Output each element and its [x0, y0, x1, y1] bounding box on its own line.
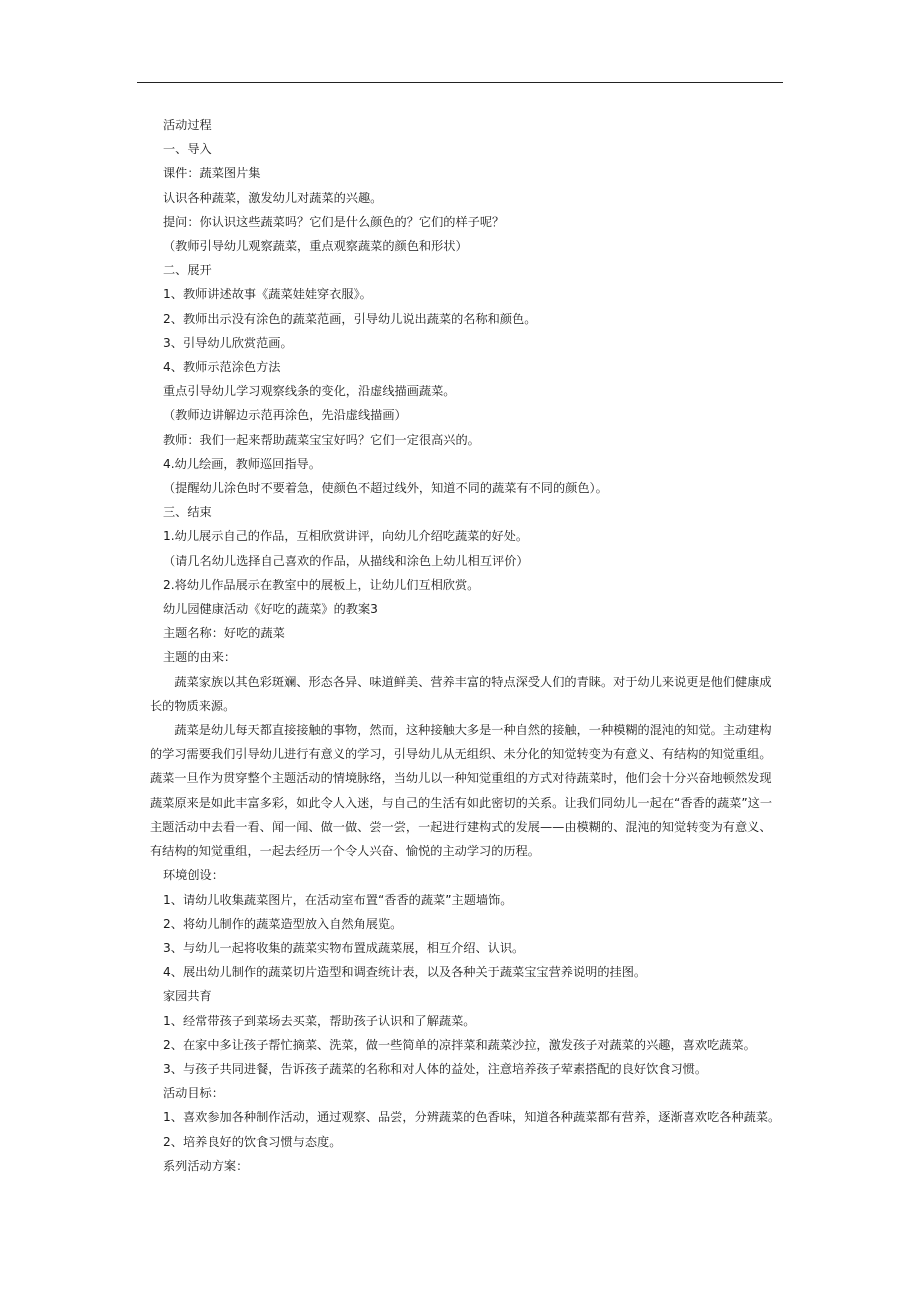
- heading-series-plan: 系列活动方案：: [163, 1158, 249, 1173]
- text-line: 提问：你认识这些蔬菜吗？它们是什么颜色的？它们的样子呢？: [163, 214, 505, 229]
- text-line: 4、教师示范涂色方法: [163, 360, 281, 375]
- heading-home-school: 家园共育: [163, 989, 212, 1004]
- text-line: 2、在家中多让孩子帮忙摘菜、洗菜，做一些简单的凉拌菜和蔬菜沙拉，激发孩子对蔬菜的兴趣，喜欢吃蔬菜。: [163, 1037, 756, 1052]
- text-line: 1、经常带孩子到菜场去买菜，帮助孩子认识和了解蔬菜。: [163, 1013, 476, 1028]
- text-line: 3、与幼儿一起将收集的蔬菜实物布置成蔬菜展，相互介绍、认识。: [163, 940, 525, 955]
- text-line: 认识各种蔬菜，激发幼儿对蔬菜的兴趣。: [163, 190, 383, 205]
- text-line: （教师边讲解边示范再涂色，先沿虚线描画）: [163, 408, 407, 423]
- text-line: 2、培养良好的饮食习惯与态度。: [163, 1134, 342, 1149]
- text-line: 1、教师讲述故事《蔬菜娃娃穿衣服》。: [163, 287, 372, 302]
- document-title: 幼儿园健康活动《好吃的蔬菜》的教案3: [163, 602, 378, 617]
- text-line: 4、展出幼儿制作的蔬菜切片造型和调查统计表，以及各种关于蔬菜宝宝营养说明的挂图。: [163, 965, 647, 980]
- text-line: 1、喜欢参加各种制作活动，通过观察、品尝，分辨蔬菜的色香味，知道各种蔬菜都有营养，逐渐喜欢吃各种蔬菜。: [163, 1110, 781, 1125]
- text-line: 2、将幼儿制作的蔬菜造型放入自然角展览。: [163, 916, 403, 931]
- text-line: 主题名称：好吃的蔬菜: [163, 626, 285, 641]
- header-rule: [137, 82, 783, 83]
- heading-environment: 环境创设：: [163, 868, 224, 883]
- text-line: 2.将幼儿作品展示在教室中的展板上，让幼儿们互相欣赏。: [163, 577, 480, 592]
- section-environment: [163, 863, 783, 1178]
- text-line: 4.幼儿绘画，教师巡回指导。: [163, 456, 321, 471]
- text-line: 重点引导幼儿学习观察线条的变化，沿虚线描画蔬菜。: [163, 384, 456, 399]
- heading-develop: 二、展开: [163, 263, 212, 278]
- text-line: 1.幼儿展示自己的作品，互相欣赏讲评，向幼儿介绍吃蔬菜的好处。: [163, 529, 529, 544]
- section-activity-process: [163, 113, 783, 670]
- text-line: 教师：我们一起来帮助蔬菜宝宝好吗？它们一定很高兴的。: [163, 432, 480, 447]
- text-line: （提醒幼儿涂色时不要着急，使颜色不超过线外，知道不同的蔬菜有不同的颜色）。: [163, 481, 608, 496]
- text-line: （请几名幼儿选择自己喜欢的作品，从描线和涂色上幼儿相互评价）: [163, 553, 529, 568]
- paragraph-origin-2: 蔬菜是幼儿每天都直接接触的事物，然而，这种接触大多是一种自然的接触，一种模糊的混沌的知觉。主动建构的学习需要我们引导幼儿进行有意义的学习，引导幼儿从无组织、未分化的知觉转变为有意义、有结构的知觉重组。蔬菜一旦作为贯穿整个主题活动的情境脉络，当幼儿以一种知觉重组的方式对待蔬菜时，他们会十分兴奋地顿然发现蔬菜原来是如此丰富多彩，如此令人入迷，与自己的生活有如此密切的关系。让我们同幼儿一起在“香香的蔬菜”这一主题活动中去看一看、闻一闻、做一做、尝一尝，一起进行建构式的发展——由模糊的、混沌的知觉转变为有意义、有结构的知觉重组，一起去经历一个令人兴奋、愉悦的主动学习的历程。: [150, 723, 773, 859]
- text-line: 3、与孩子共同进餐，告诉孩子蔬菜的名称和对人体的益处，注意培养孩子荤素搭配的良好饮食习惯。: [163, 1061, 708, 1076]
- paragraph-origin-1: 蔬菜家族以其色彩斑斓、形态各异、味道鲜美、营养丰富的特点深受人们的青睐。对于幼儿来说更是他们健康成长的物质来源。: [150, 674, 772, 713]
- heading-goals: 活动目标：: [163, 1086, 224, 1101]
- text-line: 主题的由来：: [163, 650, 237, 665]
- heading-conclusion: 三、结束: [163, 505, 212, 520]
- text-line: （教师引导幼儿观察蔬菜，重点观察蔬菜的颜色和形状）: [163, 239, 468, 254]
- heading-intro: 一、导入: [163, 142, 212, 157]
- heading-activity-process: 活动过程: [163, 118, 212, 132]
- document-body: [150, 113, 783, 1178]
- text-line: 1、请幼儿收集蔬菜图片，在活动室布置“香香的蔬菜”主题墙饰。: [163, 892, 513, 907]
- text-line: 2、教师出示没有涂色的蔬菜范画，引导幼儿说出蔬菜的名称和颜色。: [163, 311, 537, 326]
- text-line: 课件：蔬菜图片集: [163, 166, 261, 181]
- text-line: 3、引导幼儿欣赏范画。: [163, 335, 293, 350]
